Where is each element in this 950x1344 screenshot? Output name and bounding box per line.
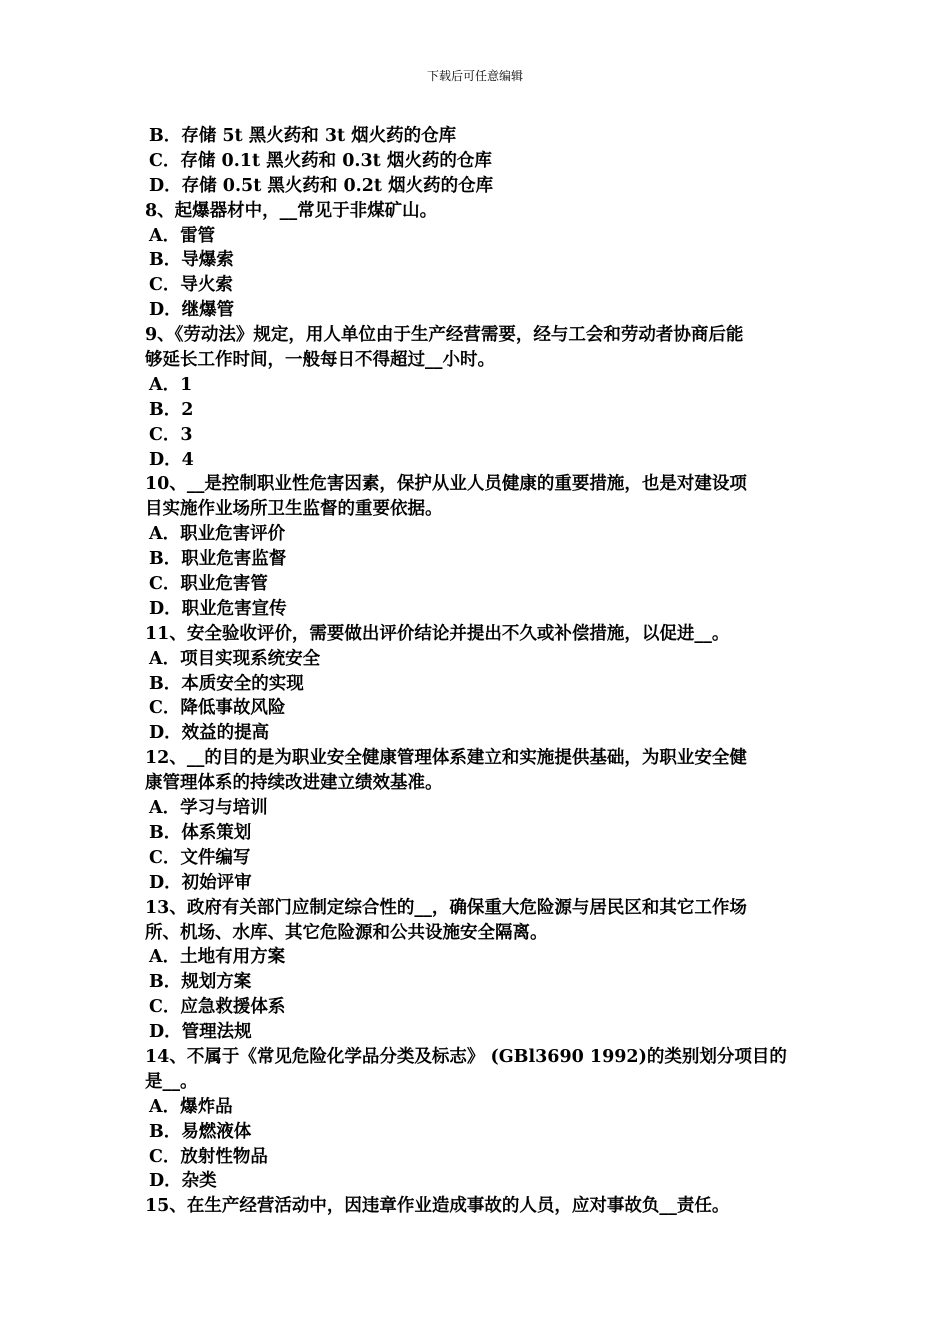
question-line: 10、__是控制职业性危害因素，保护从业人员健康的重要措施，也是对建设项 (145, 474, 747, 495)
option-line: C．导火索 (149, 275, 233, 296)
option-line: C．职业危害管 (149, 574, 268, 595)
option-line: A．学习与培训 (149, 798, 268, 819)
option-line: B．易燃液体 (149, 1121, 252, 1142)
question-line: 12、__的目的是为职业安全健康管理体系建立和实施提供基础，为职业安全健 (145, 748, 747, 769)
option-line: D．继爆管 (149, 300, 235, 321)
option-line: B．职业危害监督 (149, 549, 287, 570)
option-line: C．应急救援体系 (149, 997, 286, 1018)
option-line: A．爆炸品 (149, 1096, 233, 1117)
option-line: B．体系策划 (149, 822, 252, 843)
option-line: D．存储 0.5t 黑火药和 0.2t 烟火药的仓库 (149, 175, 494, 196)
option-line: C．3 (149, 424, 193, 445)
option-line: C．文件编写 (149, 847, 251, 868)
option-line: D．4 (149, 449, 194, 470)
option-line: A．1 (149, 374, 193, 395)
question-line: 14、不属于《常见危险化学品分类及标志》 (GBl3690 1992)的类别划分项目的 (145, 1046, 787, 1067)
option-line: A．职业危害评价 (149, 524, 286, 545)
option-line: D．初始评审 (149, 872, 252, 893)
option-line: D．职业危害宣传 (149, 598, 287, 619)
option-line: B．存储 5t 黑火药和 3t 烟火药的仓库 (149, 126, 457, 146)
question-line: 够延长工作时间，一般每日不得超过__小时。 (145, 350, 495, 371)
option-line: C．放射性物品 (149, 1146, 268, 1167)
option-line: C．降低事故风险 (149, 698, 286, 719)
question-line: 康管理体系的持续改进建立绩效基准。 (145, 773, 443, 794)
question-line: 11、安全验收评价，需要做出评价结论并提出不久或补偿措施，以促进__。 (145, 623, 730, 644)
question-line: 是__。 (145, 1071, 198, 1092)
question-line: 13、政府有关部门应制定综合性的__，确保重大危险源与居民区和其它工作场 (145, 897, 747, 918)
option-line: A．土地有用方案 (149, 947, 286, 968)
option-line: D．效益的提高 (149, 723, 270, 744)
option-line: B．本质安全的实现 (149, 673, 304, 694)
option-line: D．杂类 (149, 1171, 217, 1192)
option-line: B．规划方案 (149, 972, 252, 993)
header-note: 下载后可任意编辑 (426, 69, 523, 83)
question-line: 所、机场、水库、其它危险源和公共设施安全隔离。 (145, 922, 548, 943)
question-line: 15、在生产经营活动中，因违章作业造成事故的人员，应对事故负__责任。 (145, 1196, 730, 1217)
option-line: D．管理法规 (149, 1022, 252, 1043)
option-line: A．项目实现系统安全 (149, 648, 321, 669)
option-line: C．存储 0.1t 黑火药和 0.3t 烟火药的仓库 (149, 150, 492, 171)
option-line: A．雷管 (149, 225, 216, 246)
question-line: 目实施作业场所卫生监督的重要依据。 (145, 499, 443, 520)
document-body (145, 124, 810, 1219)
option-line: B．导爆索 (149, 250, 234, 271)
question-line: 9、《劳动法》规定，用人单位由于生产经营需要，经与工会和劳动者协商后能 (145, 325, 744, 346)
question-line: 8、起爆器材中，__常见于非煤矿山。 (145, 200, 438, 221)
option-line: B．2 (149, 399, 194, 420)
